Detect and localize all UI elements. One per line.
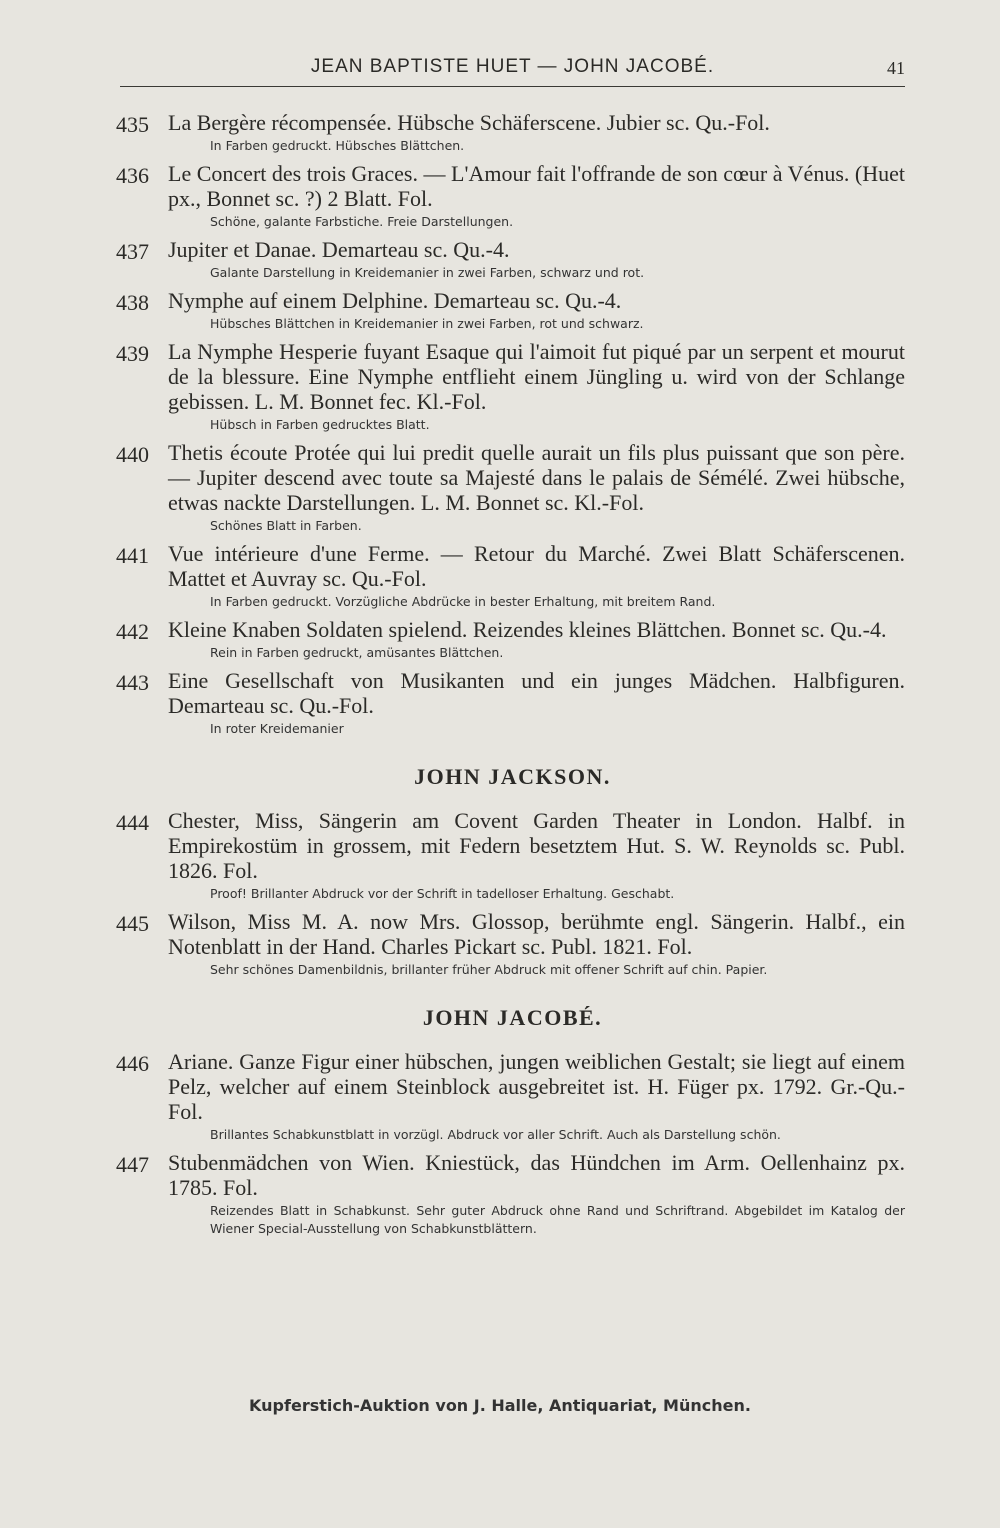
entry-note: In Farben gedruckt. Hübsches Blättchen. xyxy=(210,138,465,153)
running-title: JEAN BAPTISTE HUET — JOHN JACOBÉ. xyxy=(310,56,715,77)
catalog-entry xyxy=(116,617,905,662)
entry-description: La Nymphe Hesperie fuyant Esaque qui l'aimoit fut piqué par un serpent et mourut de la blessure. Eine Nymphe entflieht einem Jüngling u. wird von der Schlange gebissen. L. M. Bonnet fec. Kl.-Fol. xyxy=(168,339,905,414)
entry-note: Reizendes Blatt in Schabkunst. Sehr guter Abdruck ohne Rand und Schriftrand. Abgebildet im Katalog der Wiener Special-Ausstellung von Schabkunstblättern. xyxy=(210,1203,905,1236)
entry-description: Nymphe auf einem Delphine. Demarteau sc. Qu.-4. xyxy=(168,288,622,313)
entry-description: Vue intérieure d'une Ferme. — Retour du Marché. Zwei Blatt Schäferscenen. Mattet et Auvray sc. Qu.-Fol. xyxy=(168,541,905,591)
entry-note: Rein in Farben gedruckt, amüsantes Blättchen. xyxy=(210,645,504,660)
entry-description: Stubenmädchen von Wien. Kniestück, das Hündchen im Arm. Oellenhainz px. 1785. Fol. xyxy=(168,1150,905,1200)
entry-note: In Farben gedruckt. Vorzügliche Abdrücke in bester Erhaltung, mit breitem Rand. xyxy=(210,594,716,609)
entry-note: Brillantes Schabkunstblatt in vorzügl. Abdruck vor aller Schrift. Auch als Darstellung schön. xyxy=(210,1127,781,1142)
entry-number: 442 xyxy=(116,619,149,644)
catalog-body xyxy=(116,110,905,1244)
entry-note: Sehr schönes Damenbildnis, brillanter früher Abdruck mit offener Schrift auf chin. Papier. xyxy=(210,962,768,977)
entry-description: Le Concert des trois Graces. — L'Amour fait l'offrande de son cœur à Vénus. (Huet px., Bonnet sc. ?) 2 Blatt. Fol. xyxy=(168,161,905,211)
entry-note: Galante Darstellung in Kreidemanier in zwei Farben, schwarz und rot. xyxy=(210,265,645,280)
catalog-entry xyxy=(116,110,905,155)
page-header xyxy=(120,52,905,87)
catalog-entry xyxy=(116,288,905,333)
entry-description: Wilson, Miss M. A. now Mrs. Glossop, berühmte engl. Sängerin. Halbf., ein Notenblatt in der Hand. Charles Pickart sc. Publ. 1821. Fol. xyxy=(168,909,905,959)
page-number: 41 xyxy=(887,58,905,78)
entry-description: Thetis écoute Protée qui lui predit quelle aurait un fils plus puissant que son père. — Jupiter descend avec toute sa Majesté dans le palais de Sémélé. Zwei hübsche, etwas nackte Darstellungen. L. M. Bonnet sc. Kl.-Fol. xyxy=(168,440,905,515)
entry-number: 438 xyxy=(116,290,149,315)
catalog-entry xyxy=(116,1049,905,1144)
entry-number: 441 xyxy=(116,543,149,568)
entry-description: Ariane. Ganze Figur einer hübschen, jungen weiblichen Gestalt; sie liegt auf einem Pelz, welcher auf einem Steinblock ausgebreitet ist. H. Füger px. 1792. Gr.-Qu.-Fol. xyxy=(168,1049,905,1124)
entry-description: La Bergère récompensée. Hübsche Schäferscene. Jubier sc. Qu.-Fol. xyxy=(168,110,770,135)
entry-number: 444 xyxy=(116,810,149,835)
catalog-entry xyxy=(116,909,905,979)
entry-number: 439 xyxy=(116,341,149,366)
section-heading: JOHN JACOBÉ. xyxy=(422,1005,603,1030)
entry-number: 435 xyxy=(116,112,149,137)
catalog-entry xyxy=(116,668,905,738)
entry-note: Schönes Blatt in Farben. xyxy=(210,518,362,533)
entry-description: Eine Gesellschaft von Musikanten und ein junges Mädchen. Halbfiguren. Demarteau sc. Qu.-Fol. xyxy=(168,668,905,718)
section-heading: JOHN JACKSON. xyxy=(414,764,611,789)
page-footer: Kupferstich-Auktion von J. Halle, Antiquariat, München. xyxy=(249,1396,751,1415)
entry-number: 436 xyxy=(116,163,149,188)
entry-note: Hübsch in Farben gedrucktes Blatt. xyxy=(210,417,430,432)
entry-number: 447 xyxy=(116,1152,149,1177)
entry-note: In roter Kreidemanier xyxy=(210,721,344,736)
catalog-entry xyxy=(116,1150,905,1238)
entry-note: Proof! Brillanter Abdruck vor der Schrift in tadelloser Erhaltung. Geschabt. xyxy=(210,886,675,901)
catalog-entry xyxy=(116,161,905,231)
entry-note: Schöne, galante Farbstiche. Freie Darstellungen. xyxy=(210,214,514,229)
catalog-entry xyxy=(116,237,905,282)
catalog-entry xyxy=(116,541,905,611)
entry-number: 445 xyxy=(116,911,149,936)
entry-number: 443 xyxy=(116,670,149,695)
entry-description: Jupiter et Danae. Demarteau sc. Qu.-4. xyxy=(168,237,510,262)
catalog-entry xyxy=(116,808,905,903)
entry-description: Kleine Knaben Soldaten spielend. Reizendes kleines Blättchen. Bonnet sc. Qu.-4. xyxy=(168,617,887,642)
entry-number: 440 xyxy=(116,442,149,467)
entry-note: Hübsches Blättchen in Kreidemanier in zwei Farben, rot und schwarz. xyxy=(210,316,644,331)
catalog-entry xyxy=(116,339,905,434)
entry-description: Chester, Miss, Sängerin am Covent Garden Theater in London. Halbf. in Empirekostüm in grossem, mit Federn besetztem Hut. S. W. Reynolds sc. Publ. 1826. Fol. xyxy=(168,808,905,883)
entry-number: 446 xyxy=(116,1051,149,1076)
catalog-entry xyxy=(116,440,905,535)
entry-number: 437 xyxy=(116,239,149,264)
